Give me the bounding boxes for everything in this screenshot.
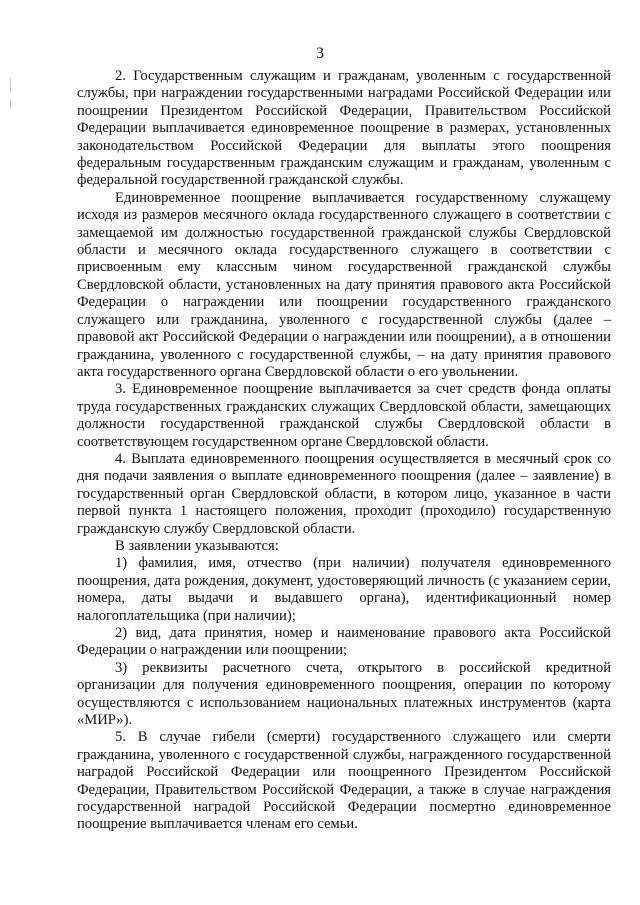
paragraph-clause-5: 5. В случае гибели (смерти) государственного служащего или смерти гражданина, уволенного с государственной службы, награжденного государственной наградой Российской Федерации или поощренного Президентом Российской Федерации, Правительством Российской Федерации, а также в случае награждения государственной наградой Российской Федерации посмертно единовременное поощрение выплачивается членам его семьи.	[77, 729, 611, 833]
scan-edge-mark	[10, 78, 11, 92]
scan-edge-mark	[10, 100, 11, 108]
list-item-3: 3) реквизиты расчетного счета, открытого в российской кредитной организации для получения единовременного поощрения, операции по которому осуществляются с использованием национальных платежных инструментов (карта «МИР»).	[77, 659, 611, 729]
paragraph-clause-3: 3. Единовременное поощрение выплачивается за счет средств фонда оплаты труда государственных гражданских служащих Свердловской области, замещающих должности государственной гражданской службы Свердловской области в соответствующем государственном органе Свердловской области.	[77, 381, 611, 450]
paragraph-application-contents-intro: В заявлении указываются:	[115, 537, 279, 554]
list-item-1: 1) фамилия, имя, отчество (при наличии) получателя единовременного поощрения, дата рождения, документ, удостоверяющий личность (с указанием серии, номера, даты выдачи и выдавшего органа), идентификационный номер налогоплательщика (при наличии);	[77, 555, 611, 624]
paragraph-clause-4: 4. Выплата единовременного поощрения осуществляется в месячный срок со дня подачи заявления о выплате единовременного поощрения (далее – заявление) в государственный орган Свердловской области, в котором лицо, указанное в части первой пункта 1 настоящего положения, проходит (проходило) государственную гражданскую службу Свердловской области.	[77, 450, 611, 537]
paragraph-clause-2: 2. Государственным служащим и гражданам, уволенным с государственной службы, при награждении государственными наградами Российской Федерации или поощрении Президентом Российской Федерации, Правительством Российской Федерации выплачивается единовременное поощрение в размерах, установленных законодательством Российской Федерации для выплаты этого поощрения федеральным государственным гражданским служащим и гражданам, уволенным с федеральной государственной гражданской службы.	[77, 68, 611, 189]
paragraph-clause-2-continuation: Единовременное поощрение выплачивается государственному служащему исходя из размеров месячного оклада государственного служащего в соответствии с замещаемой им должностью государственной гражданской службы Свердловской области и месячного оклада государственного служащего в соответствии с присвоенным ему классным чином государственной гражданской службы Свердловской области, установленных на дату принятия правового акта Российской Федерации о награждении или поощрении государственного гражданского служащего или гражданина, уволенного с государственной службы (далее – правовой акт Российской Федерации о награждении или поощрении), а в отношении гражданина, уволенного с государственной службы, – на дату принятия правового акта государственного органа Свердловской области о его увольнении.	[77, 189, 611, 380]
list-item-2: 2) вид, дата принятия, номер и наименование правового акта Российской Федерации о награждении или поощрении;	[77, 625, 611, 659]
page-number: 3	[316, 45, 324, 62]
document-body	[77, 68, 611, 834]
